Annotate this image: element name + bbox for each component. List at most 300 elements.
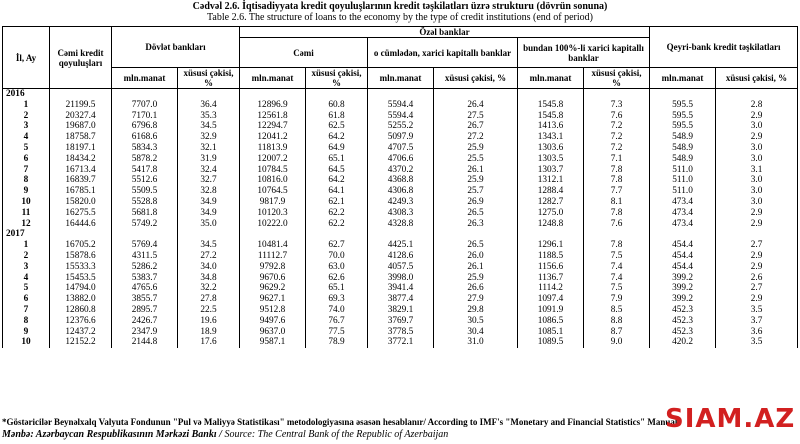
empty-cell bbox=[434, 229, 518, 240]
month-cell: 1 bbox=[3, 240, 50, 251]
value-cell: 12041.2 bbox=[240, 132, 306, 143]
empty-cell bbox=[716, 229, 798, 240]
value-cell: 5509.5 bbox=[112, 186, 178, 197]
value-cell: 26.7 bbox=[434, 121, 518, 132]
month-cell: 10 bbox=[3, 197, 50, 208]
value-cell: 76.7 bbox=[306, 316, 368, 327]
empty-cell bbox=[434, 89, 518, 100]
value-cell: 64.2 bbox=[306, 132, 368, 143]
value-cell: 3.0 bbox=[716, 175, 798, 186]
value-cell: 1248.8 bbox=[518, 219, 584, 230]
value-cell: 4328.8 bbox=[368, 219, 434, 230]
value-cell: 3829.1 bbox=[368, 305, 434, 316]
value-cell: 27.2 bbox=[178, 251, 240, 262]
value-cell: 511.0 bbox=[650, 175, 716, 186]
value-cell: 64.5 bbox=[306, 165, 368, 176]
value-cell: 9497.6 bbox=[240, 316, 306, 327]
value-cell: 5834.3 bbox=[112, 143, 178, 154]
value-cell: 34.0 bbox=[178, 262, 240, 273]
value-cell: 3778.5 bbox=[368, 327, 434, 338]
value-cell: 5383.7 bbox=[112, 273, 178, 284]
value-cell: 5097.9 bbox=[368, 132, 434, 143]
value-cell: 10784.5 bbox=[240, 165, 306, 176]
value-cell: 2.9 bbox=[716, 294, 798, 305]
header-dovlet-banklari: Dövlət bankları bbox=[112, 27, 240, 68]
value-cell: 19687.0 bbox=[50, 121, 112, 132]
value-cell: 19.6 bbox=[178, 316, 240, 327]
value-cell: 5255.2 bbox=[368, 121, 434, 132]
value-cell: 26.3 bbox=[434, 219, 518, 230]
value-cell: 32.1 bbox=[178, 143, 240, 154]
value-cell: 4765.6 bbox=[112, 283, 178, 294]
month-cell: 2 bbox=[3, 251, 50, 262]
value-cell: 32.9 bbox=[178, 132, 240, 143]
value-cell: 2.9 bbox=[716, 251, 798, 262]
value-cell: 62.6 bbox=[306, 273, 368, 284]
value-cell: 5749.2 bbox=[112, 219, 178, 230]
value-cell: 7.5 bbox=[584, 283, 650, 294]
value-cell: 77.5 bbox=[306, 327, 368, 338]
value-cell: 62.5 bbox=[306, 121, 368, 132]
value-cell: 1413.6 bbox=[518, 121, 584, 132]
value-cell: 10764.5 bbox=[240, 186, 306, 197]
value-cell: 64.1 bbox=[306, 186, 368, 197]
value-cell: 1275.0 bbox=[518, 208, 584, 219]
empty-cell bbox=[112, 89, 178, 100]
value-cell: 61.8 bbox=[306, 111, 368, 122]
value-cell: 11813.9 bbox=[240, 143, 306, 154]
value-cell: 1296.1 bbox=[518, 240, 584, 251]
value-cell: 26.1 bbox=[434, 165, 518, 176]
value-cell: 473.4 bbox=[650, 197, 716, 208]
value-cell: 34.5 bbox=[178, 121, 240, 132]
value-cell: 16275.5 bbox=[50, 208, 112, 219]
value-cell: 473.4 bbox=[650, 219, 716, 230]
table-row bbox=[3, 305, 798, 316]
value-cell: 4249.3 bbox=[368, 197, 434, 208]
header-mln-manat: mln.manat bbox=[368, 68, 434, 89]
table-row bbox=[3, 143, 798, 154]
value-cell: 8.5 bbox=[584, 305, 650, 316]
value-cell: 7.3 bbox=[584, 100, 650, 111]
value-cell: 7.5 bbox=[584, 251, 650, 262]
value-cell: 3769.7 bbox=[368, 316, 434, 327]
value-cell: 5512.6 bbox=[112, 175, 178, 186]
empty-cell bbox=[178, 229, 240, 240]
value-cell: 452.3 bbox=[650, 327, 716, 338]
value-cell: 17.6 bbox=[178, 337, 240, 348]
header-xarici-kapitalli: o cümlədən, xarici kapitallı banklar bbox=[368, 38, 518, 68]
value-cell: 15533.3 bbox=[50, 262, 112, 273]
empty-cell bbox=[518, 89, 584, 100]
empty-cell bbox=[584, 229, 650, 240]
value-cell: 7.1 bbox=[584, 154, 650, 165]
value-cell: 1188.5 bbox=[518, 251, 584, 262]
header-mln-manat: mln.manat bbox=[650, 68, 716, 89]
empty-cell bbox=[306, 229, 368, 240]
value-cell: 26.6 bbox=[434, 283, 518, 294]
value-cell: 7.8 bbox=[584, 208, 650, 219]
value-cell: 5594.4 bbox=[368, 111, 434, 122]
value-cell: 9817.9 bbox=[240, 197, 306, 208]
month-cell: 3 bbox=[3, 262, 50, 273]
value-cell: 1085.1 bbox=[518, 327, 584, 338]
value-cell: 473.4 bbox=[650, 208, 716, 219]
header-mln-manat: mln.manat bbox=[240, 68, 306, 89]
value-cell: 1097.4 bbox=[518, 294, 584, 305]
value-cell: 16444.6 bbox=[50, 219, 112, 230]
value-cell: 16839.7 bbox=[50, 175, 112, 186]
value-cell: 8.1 bbox=[584, 197, 650, 208]
value-cell: 3.6 bbox=[716, 327, 798, 338]
value-cell: 3.0 bbox=[716, 197, 798, 208]
value-cell: 64.2 bbox=[306, 175, 368, 186]
value-cell: 32.7 bbox=[178, 175, 240, 186]
header-xususi-ceki: xüsusi çəkisi, % bbox=[306, 68, 368, 89]
value-cell: 2.9 bbox=[716, 208, 798, 219]
table-title-az: Cədvəl 2.6. İqtisadiyyata kredit qoyuluşlarının kredit təşkilatları üzrə strukturu (dövrün sonuna) bbox=[192, 1, 608, 12]
table-row bbox=[3, 251, 798, 262]
value-cell: 3.0 bbox=[716, 154, 798, 165]
month-cell: 2 bbox=[3, 111, 50, 122]
empty-cell bbox=[368, 89, 434, 100]
empty-cell bbox=[306, 89, 368, 100]
value-cell: 9512.8 bbox=[240, 305, 306, 316]
header-mln-manat: mln.manat bbox=[518, 68, 584, 89]
table-row bbox=[3, 121, 798, 132]
header-xususi-ceki: xüsusi çəkisi, % bbox=[434, 68, 518, 89]
value-cell: 454.4 bbox=[650, 251, 716, 262]
value-cell: 1343.1 bbox=[518, 132, 584, 143]
value-cell: 1156.6 bbox=[518, 262, 584, 273]
month-cell: 8 bbox=[3, 175, 50, 186]
value-cell: 399.2 bbox=[650, 283, 716, 294]
source-az: Mənbə: Azərbaycan Respublikasının Mərkəzi Bankı / bbox=[2, 429, 222, 440]
value-cell: 7707.0 bbox=[112, 100, 178, 111]
value-cell: 15820.0 bbox=[50, 197, 112, 208]
value-cell: 1288.4 bbox=[518, 186, 584, 197]
value-cell: 595.5 bbox=[650, 100, 716, 111]
value-cell: 7.4 bbox=[584, 273, 650, 284]
value-cell: 1303.6 bbox=[518, 143, 584, 154]
value-cell: 511.0 bbox=[650, 165, 716, 176]
table-row bbox=[3, 219, 798, 230]
empty-cell bbox=[368, 229, 434, 240]
value-cell: 30.5 bbox=[434, 316, 518, 327]
value-cell: 26.5 bbox=[434, 240, 518, 251]
value-cell: 69.3 bbox=[306, 294, 368, 305]
value-cell: 3.0 bbox=[716, 143, 798, 154]
header-cemi-kredit: Cəmi kredit qoyuluşları bbox=[50, 27, 112, 89]
value-cell: 13882.0 bbox=[50, 294, 112, 305]
table-title-en: Table 2.6. The structure of loans to the economy by the type of credit institutions (end of period) bbox=[207, 12, 593, 23]
value-cell: 12896.9 bbox=[240, 100, 306, 111]
value-cell: 16713.4 bbox=[50, 165, 112, 176]
value-cell: 3.0 bbox=[716, 121, 798, 132]
value-cell: 548.9 bbox=[650, 154, 716, 165]
value-cell: 7.7 bbox=[584, 186, 650, 197]
source-en: Source: The Central Bank of the Republic of Azerbaijan bbox=[221, 429, 449, 440]
value-cell: 4128.6 bbox=[368, 251, 434, 262]
value-cell: 1086.5 bbox=[518, 316, 584, 327]
value-cell: 1091.9 bbox=[518, 305, 584, 316]
month-cell: 5 bbox=[3, 143, 50, 154]
month-cell: 9 bbox=[3, 186, 50, 197]
value-cell: 2347.9 bbox=[112, 327, 178, 338]
value-cell: 12376.6 bbox=[50, 316, 112, 327]
value-cell: 35.3 bbox=[178, 111, 240, 122]
loans-structure-table bbox=[2, 26, 798, 348]
value-cell: 10481.4 bbox=[240, 240, 306, 251]
value-cell: 26.9 bbox=[434, 197, 518, 208]
footnote: *Göstəricilər Beynəlxalq Valyuta Fondunun "Pul və Maliyyə Statistikası" metodologiyasına əsasən hesablanır/ According to IMF's "Monetary and Financial Statistics" Manual bbox=[2, 417, 678, 427]
value-cell: 2.9 bbox=[716, 111, 798, 122]
value-cell: 34.9 bbox=[178, 208, 240, 219]
value-cell: 15878.6 bbox=[50, 251, 112, 262]
value-cell: 4308.3 bbox=[368, 208, 434, 219]
value-cell: 5769.4 bbox=[112, 240, 178, 251]
table-row bbox=[3, 327, 798, 338]
value-cell: 4706.6 bbox=[368, 154, 434, 165]
value-cell: 32.4 bbox=[178, 165, 240, 176]
value-cell: 34.8 bbox=[178, 273, 240, 284]
value-cell: 1136.7 bbox=[518, 273, 584, 284]
value-cell: 78.9 bbox=[306, 337, 368, 348]
value-cell: 27.9 bbox=[434, 294, 518, 305]
value-cell: 30.4 bbox=[434, 327, 518, 338]
value-cell: 20327.4 bbox=[50, 111, 112, 122]
value-cell: 27.2 bbox=[434, 132, 518, 143]
year-label: 2017 bbox=[3, 229, 50, 240]
value-cell: 4368.8 bbox=[368, 175, 434, 186]
value-cell: 452.3 bbox=[650, 316, 716, 327]
value-cell: 27.5 bbox=[434, 111, 518, 122]
header-xususi-ceki: xüsusi çəkisi, % bbox=[178, 68, 240, 89]
value-cell: 7.8 bbox=[584, 240, 650, 251]
value-cell: 18.9 bbox=[178, 327, 240, 338]
value-cell: 8.8 bbox=[584, 316, 650, 327]
value-cell: 420.2 bbox=[650, 337, 716, 348]
table-body bbox=[3, 89, 798, 349]
value-cell: 21199.5 bbox=[50, 100, 112, 111]
value-cell: 2426.7 bbox=[112, 316, 178, 327]
value-cell: 2.9 bbox=[716, 132, 798, 143]
value-cell: 511.0 bbox=[650, 186, 716, 197]
value-cell: 1312.1 bbox=[518, 175, 584, 186]
value-cell: 34.9 bbox=[178, 197, 240, 208]
table-row bbox=[3, 186, 798, 197]
value-cell: 16705.2 bbox=[50, 240, 112, 251]
value-cell: 32.2 bbox=[178, 283, 240, 294]
value-cell: 29.8 bbox=[434, 305, 518, 316]
month-cell: 1 bbox=[3, 100, 50, 111]
value-cell: 3.1 bbox=[716, 165, 798, 176]
value-cell: 1303.5 bbox=[518, 154, 584, 165]
value-cell: 1089.5 bbox=[518, 337, 584, 348]
value-cell: 62.2 bbox=[306, 219, 368, 230]
month-cell: 5 bbox=[3, 283, 50, 294]
value-cell: 3.5 bbox=[716, 337, 798, 348]
header-il-ay: İl, Ay bbox=[3, 27, 50, 89]
value-cell: 6168.6 bbox=[112, 132, 178, 143]
value-cell: 1114.2 bbox=[518, 283, 584, 294]
month-cell: 7 bbox=[3, 305, 50, 316]
empty-cell bbox=[178, 89, 240, 100]
value-cell: 3.5 bbox=[716, 305, 798, 316]
value-cell: 62.1 bbox=[306, 197, 368, 208]
value-cell: 2.8 bbox=[716, 100, 798, 111]
empty-cell bbox=[650, 229, 716, 240]
value-cell: 5878.2 bbox=[112, 154, 178, 165]
table-row bbox=[3, 175, 798, 186]
table-row bbox=[3, 197, 798, 208]
value-cell: 7.6 bbox=[584, 219, 650, 230]
value-cell: 5417.8 bbox=[112, 165, 178, 176]
table-row bbox=[3, 100, 798, 111]
value-cell: 3941.4 bbox=[368, 283, 434, 294]
value-cell: 3998.0 bbox=[368, 273, 434, 284]
value-cell: 65.1 bbox=[306, 154, 368, 165]
value-cell: 12152.2 bbox=[50, 337, 112, 348]
table-row bbox=[3, 208, 798, 219]
empty-cell bbox=[584, 89, 650, 100]
value-cell: 25.9 bbox=[434, 273, 518, 284]
value-cell: 1545.8 bbox=[518, 100, 584, 111]
value-cell: 9792.8 bbox=[240, 262, 306, 273]
value-cell: 399.2 bbox=[650, 273, 716, 284]
title-block bbox=[0, 0, 800, 23]
header-xususi-ceki: xüsusi çəkisi, % bbox=[716, 68, 798, 89]
value-cell: 9587.1 bbox=[240, 337, 306, 348]
table-row bbox=[3, 294, 798, 305]
value-cell: 7.9 bbox=[584, 294, 650, 305]
value-cell: 2.9 bbox=[716, 262, 798, 273]
year-row bbox=[3, 229, 798, 240]
table-row bbox=[3, 132, 798, 143]
value-cell: 595.5 bbox=[650, 111, 716, 122]
value-cell: 12437.2 bbox=[50, 327, 112, 338]
value-cell: 5594.4 bbox=[368, 100, 434, 111]
month-cell: 10 bbox=[3, 337, 50, 348]
value-cell: 64.9 bbox=[306, 143, 368, 154]
value-cell: 31.9 bbox=[178, 154, 240, 165]
value-cell: 7.4 bbox=[584, 262, 650, 273]
empty-cell bbox=[240, 89, 306, 100]
value-cell: 3877.4 bbox=[368, 294, 434, 305]
month-cell: 7 bbox=[3, 165, 50, 176]
value-cell: 5286.2 bbox=[112, 262, 178, 273]
header-xarici-100: bundan 100%-li xarici kapitallı banklar bbox=[518, 38, 650, 68]
table-row bbox=[3, 316, 798, 327]
value-cell: 4057.5 bbox=[368, 262, 434, 273]
month-cell: 6 bbox=[3, 154, 50, 165]
value-cell: 2895.7 bbox=[112, 305, 178, 316]
value-cell: 7.8 bbox=[584, 175, 650, 186]
value-cell: 3.0 bbox=[716, 186, 798, 197]
year-label: 2016 bbox=[3, 89, 50, 100]
value-cell: 10222.0 bbox=[240, 219, 306, 230]
month-cell: 11 bbox=[3, 208, 50, 219]
value-cell: 25.9 bbox=[434, 175, 518, 186]
header-xususi-ceki: xüsusi çəkisi, % bbox=[584, 68, 650, 89]
empty-cell bbox=[240, 229, 306, 240]
value-cell: 70.0 bbox=[306, 251, 368, 262]
value-cell: 32.8 bbox=[178, 186, 240, 197]
table-row bbox=[3, 337, 798, 348]
value-cell: 65.1 bbox=[306, 283, 368, 294]
value-cell: 62.7 bbox=[306, 240, 368, 251]
value-cell: 7.2 bbox=[584, 143, 650, 154]
empty-cell bbox=[518, 229, 584, 240]
value-cell: 7170.1 bbox=[112, 111, 178, 122]
value-cell: 548.9 bbox=[650, 143, 716, 154]
value-cell: 22.5 bbox=[178, 305, 240, 316]
empty-cell bbox=[50, 229, 112, 240]
value-cell: 8.7 bbox=[584, 327, 650, 338]
value-cell: 35.0 bbox=[178, 219, 240, 230]
value-cell: 10120.3 bbox=[240, 208, 306, 219]
table-row bbox=[3, 111, 798, 122]
value-cell: 2.7 bbox=[716, 283, 798, 294]
value-cell: 11112.7 bbox=[240, 251, 306, 262]
value-cell: 5528.8 bbox=[112, 197, 178, 208]
table-row bbox=[3, 273, 798, 284]
value-cell: 7.8 bbox=[584, 165, 650, 176]
value-cell: 12860.8 bbox=[50, 305, 112, 316]
value-cell: 399.2 bbox=[650, 294, 716, 305]
header-qeyri-bank: Qeyri-bank kredit təşkilatları bbox=[650, 27, 798, 68]
value-cell: 454.4 bbox=[650, 262, 716, 273]
table-row bbox=[3, 283, 798, 294]
value-cell: 9.0 bbox=[584, 337, 650, 348]
value-cell: 4425.1 bbox=[368, 240, 434, 251]
value-cell: 18434.2 bbox=[50, 154, 112, 165]
value-cell: 2.6 bbox=[716, 273, 798, 284]
value-cell: 3.7 bbox=[716, 316, 798, 327]
value-cell: 7.2 bbox=[584, 121, 650, 132]
value-cell: 9629.2 bbox=[240, 283, 306, 294]
empty-cell bbox=[716, 89, 798, 100]
value-cell: 25.9 bbox=[434, 143, 518, 154]
month-cell: 3 bbox=[3, 121, 50, 132]
value-cell: 4370.2 bbox=[368, 165, 434, 176]
value-cell: 74.0 bbox=[306, 305, 368, 316]
value-cell: 9670.6 bbox=[240, 273, 306, 284]
value-cell: 2.9 bbox=[716, 219, 798, 230]
table-row bbox=[3, 154, 798, 165]
value-cell: 10816.0 bbox=[240, 175, 306, 186]
value-cell: 3772.1 bbox=[368, 337, 434, 348]
value-cell: 26.1 bbox=[434, 262, 518, 273]
value-cell: 7.2 bbox=[584, 132, 650, 143]
empty-cell bbox=[650, 89, 716, 100]
table-row bbox=[3, 165, 798, 176]
month-cell: 12 bbox=[3, 219, 50, 230]
value-cell: 548.9 bbox=[650, 132, 716, 143]
value-cell: 2144.8 bbox=[112, 337, 178, 348]
value-cell: 25.5 bbox=[434, 154, 518, 165]
value-cell: 14794.0 bbox=[50, 283, 112, 294]
empty-cell bbox=[50, 89, 112, 100]
table-row bbox=[3, 262, 798, 273]
value-cell: 3855.7 bbox=[112, 294, 178, 305]
value-cell: 2.7 bbox=[716, 240, 798, 251]
value-cell: 1282.7 bbox=[518, 197, 584, 208]
value-cell: 62.2 bbox=[306, 208, 368, 219]
month-cell: 4 bbox=[3, 132, 50, 143]
value-cell: 31.0 bbox=[434, 337, 518, 348]
value-cell: 15453.5 bbox=[50, 273, 112, 284]
